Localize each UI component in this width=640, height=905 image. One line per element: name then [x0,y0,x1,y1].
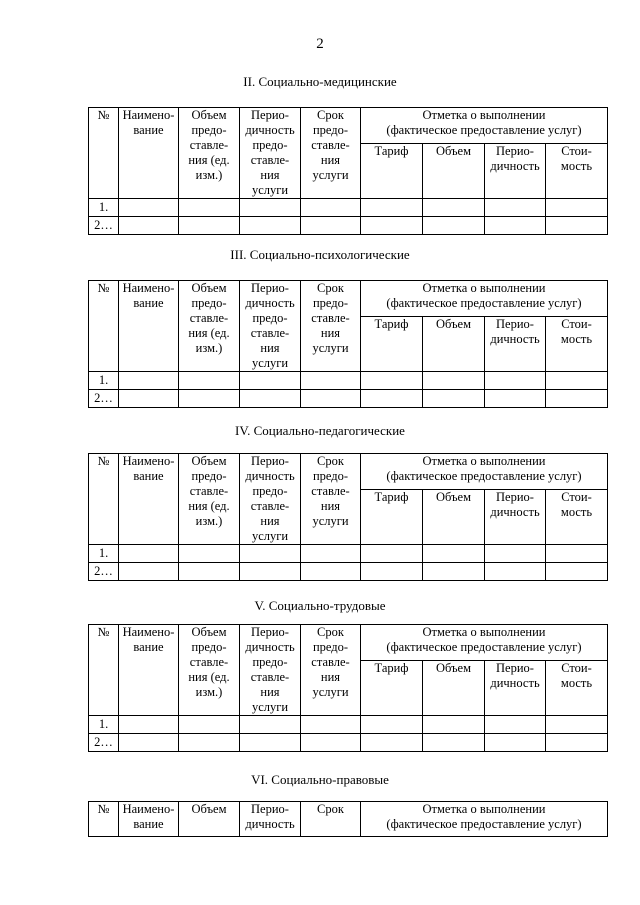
table-cell [423,563,485,581]
header-periodicity: Перио- дичность предо- ставле- ния услуги [240,281,301,372]
header-actual-volume: Объем [423,144,485,199]
table-cell [361,734,423,752]
table-row [89,217,608,235]
table-cell [301,545,361,563]
header-actual-periodicity: Перио- дичность [485,317,546,372]
services-table [88,280,608,408]
table-cell [179,563,240,581]
header-cost: Стои- мость [546,661,608,716]
header-volume: Объем предо- ставле- ния (ед. изм.) [179,281,240,372]
table-row [89,716,608,734]
table-cell [119,390,179,408]
row-number: 2… [89,563,119,581]
table-cell [301,734,361,752]
table-cell [119,563,179,581]
header-term: Срок предо- ставле- ния услуги [301,108,361,199]
table-cell [240,372,301,390]
table-cell [301,217,361,235]
header-actual-periodicity: Перио- дичность [485,490,546,545]
table-row [89,545,608,563]
table-cell [485,199,546,217]
header-row [89,281,608,317]
header-volume: Объем предо- ставле- ния (ед. изм.) [179,454,240,545]
table-cell [361,390,423,408]
table-cell [546,563,608,581]
table-cell [179,716,240,734]
header-periodicity: Перио- дичность предо- ставле- ния услуги [240,108,301,199]
table-cell [546,716,608,734]
table-cell [546,217,608,235]
header-term: Срок предо- ставле- ния услуги [301,625,361,716]
header-tariff: Тариф [361,317,423,372]
row-number: 1. [89,716,119,734]
section-title: IV. Социально-педагогические [235,423,405,438]
header-completion-mark: Отметка о выполнении (фактическое предоставление услуг) [361,454,608,490]
table-cell [423,545,485,563]
table-cell [119,372,179,390]
header-tariff: Тариф [361,661,423,716]
table-cell [301,199,361,217]
table-cell [546,734,608,752]
services-table [88,801,608,837]
header-tariff: Тариф [361,144,423,199]
header-periodicity: Перио- дичность предо- ставле- ния услуги [240,625,301,716]
row-number: 1. [89,545,119,563]
table-cell [119,545,179,563]
table-cell [423,716,485,734]
header-no: № [89,625,119,716]
header-actual-volume: Объем [423,490,485,545]
table-cell [423,199,485,217]
table-cell [179,390,240,408]
services-table [88,624,608,752]
table-cell [179,734,240,752]
header-periodicity: Перио- дичность предо- ставле- ния услуги [240,454,301,545]
table-cell [240,390,301,408]
header-name: Наимено- вание [119,454,179,545]
table-cell [119,199,179,217]
table-cell [240,199,301,217]
table-cell [301,563,361,581]
table-cell [423,217,485,235]
section-title: VI. Социально-правовые [251,772,389,787]
header-cost: Стои- мость [546,490,608,545]
table-row [89,734,608,752]
table-cell [485,734,546,752]
row-number: 1. [89,199,119,217]
header-volume: Объем [179,802,240,837]
row-number: 1. [89,372,119,390]
table-cell [301,390,361,408]
table-cell [485,716,546,734]
header-volume: Объем предо- ставле- ния (ед. изм.) [179,625,240,716]
services-table [88,453,608,581]
section-title: II. Социально-медицинские [243,74,397,89]
header-completion-mark: Отметка о выполнении (фактическое предоставление услуг) [361,625,608,661]
table-cell [240,217,301,235]
table-cell [423,372,485,390]
table-row [89,563,608,581]
table-cell [240,716,301,734]
header-no: № [89,802,119,837]
table-cell [119,734,179,752]
header-actual-periodicity: Перио- дичность [485,144,546,199]
header-no: № [89,108,119,199]
table-cell [361,545,423,563]
section-title: III. Социально-психологические [230,247,410,262]
header-row [89,625,608,661]
header-actual-periodicity: Перио- дичность [485,661,546,716]
header-tariff: Тариф [361,490,423,545]
header-row [89,802,608,837]
header-row [89,454,608,490]
table-cell [240,734,301,752]
header-actual-volume: Объем [423,661,485,716]
table-row [89,390,608,408]
table-cell [301,372,361,390]
header-completion-mark: Отметка о выполнении (фактическое предоставление услуг) [361,108,608,144]
page-number: 2 [316,36,324,52]
table-cell [485,372,546,390]
header-no: № [89,454,119,545]
table-row [89,372,608,390]
header-name: Наимено- вание [119,108,179,199]
header-no: № [89,281,119,372]
table-cell [546,372,608,390]
header-name: Наимено- вание [119,281,179,372]
table-cell [546,199,608,217]
table-cell [361,716,423,734]
row-number: 2… [89,734,119,752]
table-cell [179,545,240,563]
table-cell [240,563,301,581]
table-cell [179,372,240,390]
table-cell [179,199,240,217]
table-cell [240,545,301,563]
header-term: Срок предо- ставле- ния услуги [301,281,361,372]
header-name: Наимено- вание [119,625,179,716]
table-cell [423,734,485,752]
table-cell [485,390,546,408]
section-title: V. Социально-трудовые [254,598,386,613]
table-cell [485,545,546,563]
header-name: Наимено- вание [119,802,179,837]
header-periodicity: Перио- дичность [240,802,301,837]
table-cell [361,372,423,390]
table-cell [119,716,179,734]
table-cell [361,199,423,217]
header-completion-mark: Отметка о выполнении (фактическое предоставление услуг) [361,281,608,317]
table-cell [119,217,179,235]
header-actual-volume: Объем [423,317,485,372]
header-row [89,108,608,144]
table-cell [546,545,608,563]
header-volume: Объем предо- ставле- ния (ед. изм.) [179,108,240,199]
table-row [89,199,608,217]
table-cell [546,390,608,408]
row-number: 2… [89,390,119,408]
header-cost: Стои- мость [546,144,608,199]
services-table [88,107,608,235]
table-cell [423,390,485,408]
header-completion-mark: Отметка о выполнении (фактическое предоставление услуг) [361,802,608,837]
table-cell [361,563,423,581]
table-cell [301,716,361,734]
header-term: Срок [301,802,361,837]
table-cell [179,217,240,235]
header-term: Срок предо- ставле- ния услуги [301,454,361,545]
table-cell [361,217,423,235]
table-cell [485,217,546,235]
header-cost: Стои- мость [546,317,608,372]
table-cell [485,563,546,581]
row-number: 2… [89,217,119,235]
